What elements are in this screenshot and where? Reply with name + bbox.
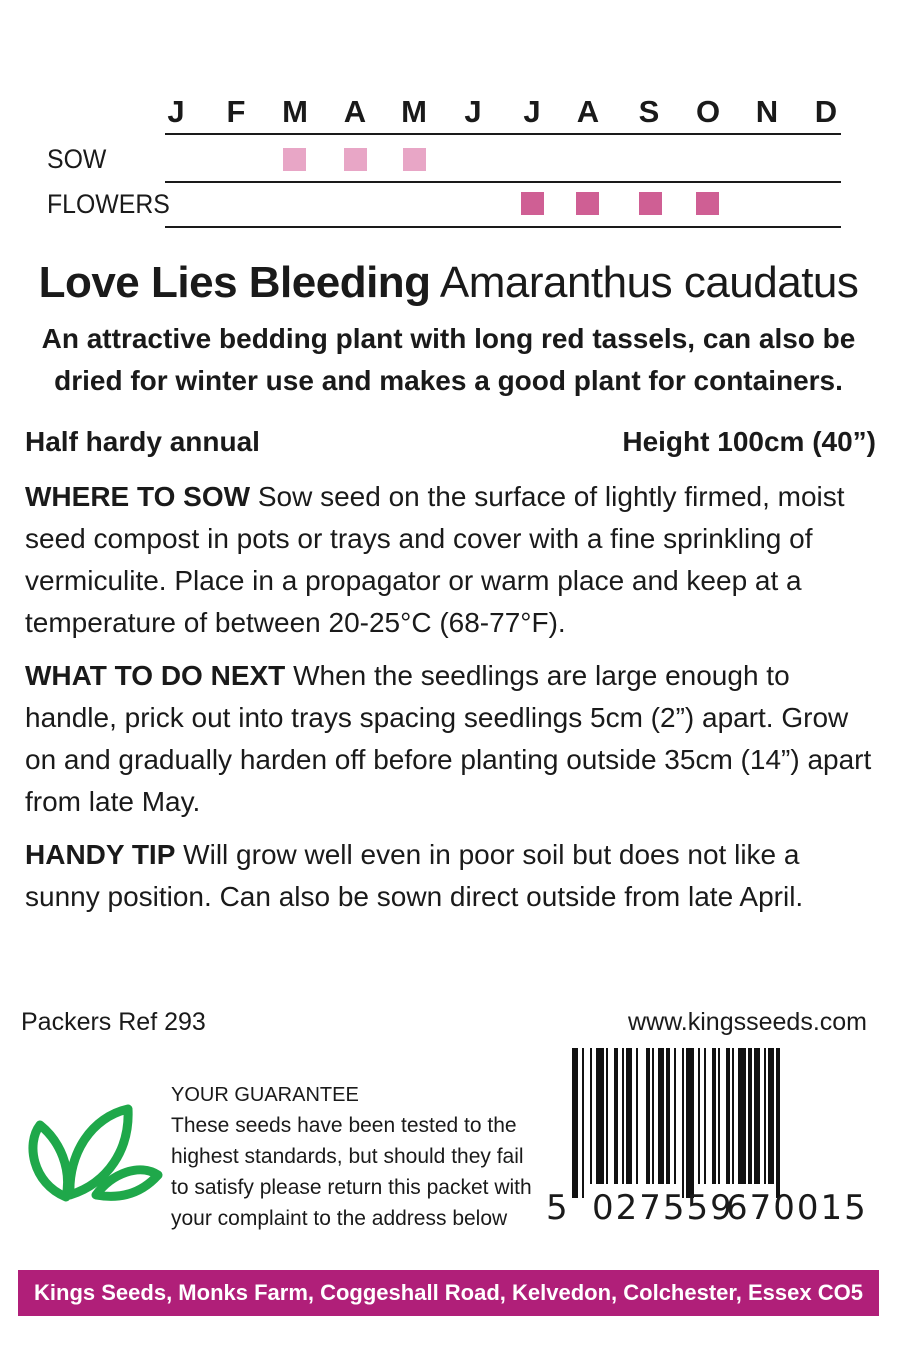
barcode-bar	[636, 1048, 638, 1184]
barcode-bar	[666, 1048, 670, 1184]
flowers-month-marker	[576, 192, 599, 215]
barcode-bar	[748, 1048, 752, 1184]
guarantee-title: YOUR GUARANTEE	[171, 1084, 359, 1106]
what-to-do-next-section	[25, 655, 885, 823]
month-label: J	[523, 94, 541, 129]
barcode-bar	[596, 1048, 604, 1184]
where-to-sow-section	[25, 476, 885, 644]
month-label: M	[401, 94, 427, 129]
barcode-bar	[614, 1048, 618, 1184]
barcode-digits-right: 670015	[726, 1188, 868, 1228]
month-label: O	[695, 94, 721, 129]
barcode-bar	[652, 1048, 654, 1184]
barcode-bar	[606, 1048, 608, 1184]
where-to-sow-heading: WHERE TO SOW	[25, 481, 251, 512]
product-title	[0, 258, 897, 308]
handy-tip-heading: HANDY TIP	[25, 839, 176, 870]
barcode-bar	[590, 1048, 592, 1184]
what-to-do-next-heading: WHAT TO DO NEXT	[25, 660, 286, 691]
month-label: A	[576, 94, 600, 129]
month-label: A	[343, 94, 367, 129]
leaf-logo-icon	[22, 1103, 164, 1203]
month-label: J	[464, 94, 482, 129]
barcode-bar	[764, 1048, 766, 1184]
flowers-row-label: FLOWERS	[47, 189, 170, 219]
handy-tip-section	[25, 834, 825, 918]
address-footer: Kings Seeds, Monks Farm, Coggeshall Road, Kelvedon, Colchester, Essex CO5 9PG	[18, 1270, 879, 1316]
month-label: J	[167, 94, 185, 129]
packers-ref: Packers Ref 293	[21, 1008, 206, 1036]
barcode-bar	[754, 1048, 760, 1184]
barcode-bar	[582, 1048, 584, 1198]
guarantee-text: These seeds have been tested to the highest standards, but should they fail to satisfy please return this packet with your complaint to the address below	[171, 1114, 532, 1230]
barcode	[548, 1048, 878, 1198]
product-description: An attractive bedding plant with long red tassels, can also be dried for winter use and makes a good plant for containers.	[41, 323, 856, 396]
barcode-digits-left: 027559	[592, 1188, 734, 1228]
month-label: F	[226, 94, 246, 129]
sow-row-label: SOW	[47, 144, 107, 174]
barcode-bar	[738, 1048, 746, 1184]
website-link[interactable]: www.kingsseeds.com	[628, 1008, 867, 1036]
barcode-bar	[698, 1048, 700, 1184]
barcode-bar	[658, 1048, 664, 1184]
handy-tip-text: Will grow well even in poor soil but does not like a sunny position. Can also be sown direct outside from late April.	[25, 839, 804, 912]
barcode-bar	[626, 1048, 632, 1184]
barcode-bar	[712, 1048, 716, 1184]
barcode-bar	[686, 1048, 694, 1198]
plant-type: Half hardy annual	[25, 426, 260, 457]
barcode-bar	[732, 1048, 734, 1184]
month-label: M	[282, 94, 308, 129]
flowers-month-marker	[639, 192, 662, 215]
barcode-bar	[768, 1048, 774, 1184]
barcode-bar	[674, 1048, 676, 1184]
sow-month-marker	[283, 148, 306, 171]
calendar-divider	[165, 133, 841, 135]
sow-month-marker	[344, 148, 367, 171]
barcode-bar	[726, 1048, 730, 1184]
barcode-bar	[776, 1048, 780, 1198]
calendar-divider	[165, 181, 841, 183]
flowers-month-marker	[521, 192, 544, 215]
what-to-do-next-text: When the seedlings are large enough to handle, prick out into trays spacing seedlings 5cm (2”) apart. Grow on and gradually harden off before planting outside 35cm (14”) apart from late May.	[25, 660, 872, 817]
barcode-bar	[622, 1048, 624, 1184]
where-to-sow-text: Sow seed on the surface of lightly firmed, moist seed compost in pots or trays and cover with a fine sprinkling of vermiculite. Place in a propagator or warm place and keep at a temperature of between 20-25°C (68-77°F).	[25, 481, 845, 638]
latin-name: Amaranthus caudatus	[439, 258, 859, 307]
month-label: N	[755, 94, 779, 129]
barcode-bar	[704, 1048, 706, 1184]
month-label: D	[814, 94, 838, 129]
calendar-divider	[165, 226, 841, 228]
barcode-bar	[682, 1048, 684, 1198]
plant-height: Height 100cm (40”)	[622, 426, 876, 457]
sow-month-marker	[403, 148, 426, 171]
flowers-month-marker	[696, 192, 719, 215]
barcode-digit-first: 5	[546, 1188, 568, 1228]
month-label: S	[638, 94, 660, 129]
common-name: Love Lies Bleeding	[38, 258, 431, 307]
barcode-bar	[646, 1048, 650, 1184]
barcode-bar	[572, 1048, 578, 1198]
barcode-bar	[718, 1048, 720, 1184]
